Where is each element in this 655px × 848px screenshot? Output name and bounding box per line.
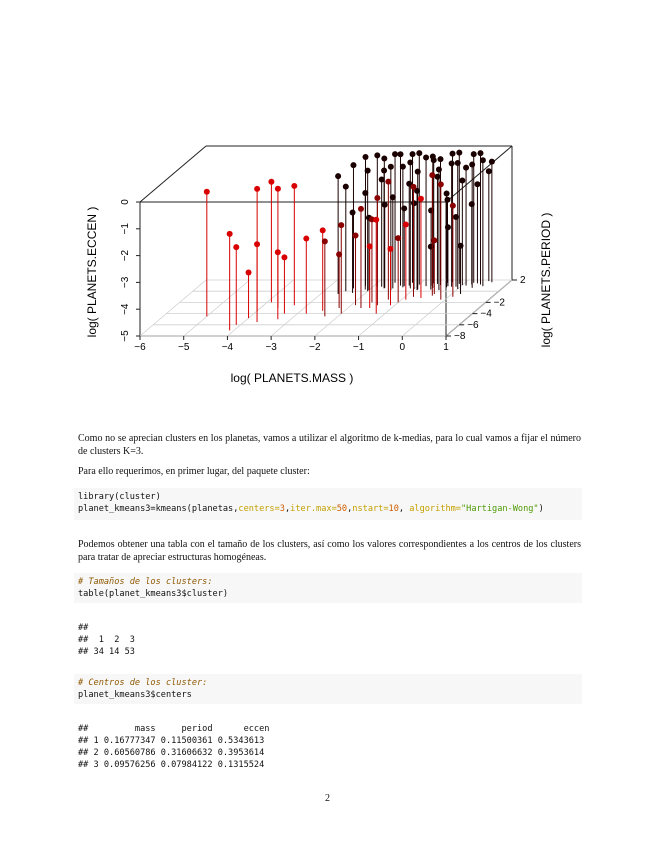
code-block-kmeans [74,488,582,520]
z-tick-label: 2 [520,275,526,286]
data-point [275,186,281,192]
code-comment: # Tamaños de los clusters: [78,577,213,587]
grid-line [402,280,468,336]
code-line: table(planet_kmeans3$cluster) [78,589,229,599]
x-tick-label: −1 [352,342,365,353]
plot-canvas [70,130,590,400]
code-sep: ) [538,504,544,514]
code-line: planet_kmeans3$centers [78,690,192,700]
code-sep: , [347,504,353,514]
y-tick-label: −4 [120,303,131,315]
data-point [373,217,379,223]
code-arg: nstart= [352,504,389,514]
data-point [400,164,406,170]
data-point [480,157,486,163]
grid-line [140,280,206,336]
data-point [381,156,387,162]
data-point [416,150,422,156]
code-num: 10 [388,504,399,514]
data-point [374,152,380,158]
data-point [411,184,417,190]
grid-line [271,280,337,336]
output-line: ## 2 0.60560786 0.31606632 0.3953614 [78,748,265,758]
data-point [291,183,297,189]
data-point [458,243,464,249]
y-tick-label: −1 [120,223,131,235]
paragraph-package: Para ello requerimos, en primer lugar, del paquete cluster: [78,466,310,477]
data-point [459,178,465,184]
y-tick-label: 0 [120,199,131,205]
output-line: ## 3 0.09576256 0.07984122 0.1315524 [78,760,265,770]
code-block-table [74,573,582,603]
code-num: 3 [279,504,285,514]
code-sep: , [284,504,291,514]
data-point [430,154,436,160]
output-line: ## mass period eccen [78,724,270,734]
data-point [382,202,388,208]
data-point [353,233,359,239]
data-point [445,224,451,230]
data-point [254,186,260,192]
data-point [401,205,407,211]
data-point [388,164,394,170]
data-point [350,209,356,215]
data-point [450,151,456,157]
code-fn: planet_kmeans3=kmeans(planetas, [78,504,239,514]
data-point [392,151,398,157]
x-tick-label: −4 [221,342,234,353]
code-arg: centers= [238,504,280,514]
data-point [381,167,387,173]
data-point [385,179,391,185]
grid-line [359,280,425,336]
z-tick-label: −4 [480,308,492,320]
data-point [471,151,477,157]
data-point [395,235,401,241]
paragraph-table: Podemos obtener una tabla con el tamaño de los clusters, así como los valores correspondientes a los centros de los clusters para tratar de apreciar estructuras homogéneas. [78,539,581,563]
x-tick-label: −5 [178,342,190,353]
code-comment: # Centros de los cluster: [78,678,208,688]
code-line: library(cluster) [78,492,161,502]
page-number: 2 [325,793,330,804]
code-num: 50 [336,504,348,514]
code-sep: , [398,504,410,514]
box-edge [140,146,206,202]
output-line: ## 34 14 53 [78,647,135,657]
data-point [374,195,380,201]
y-axis-label: log( PLANETS.ECCEN ) [85,206,99,338]
data-point [463,165,469,171]
data-point [397,151,403,157]
data-point [363,154,369,160]
y-tick-label: −5 [120,330,131,342]
output-table [78,622,578,658]
data-point [320,227,326,233]
data-point [428,244,434,250]
data-point [275,249,281,255]
grid-line [227,280,293,336]
data-point [436,166,442,172]
data-point [444,190,450,196]
data-point [204,189,210,195]
data-point [489,159,495,165]
data-point [227,231,233,237]
x-tick-label: 0 [399,342,406,353]
y-tick-label: −3 [120,276,131,289]
z-tick-label: −6 [467,319,479,331]
z-tick-label: −8 [454,331,466,342]
data-point [246,270,252,276]
output-line: ## 1 0.16777347 0.11500361 0.5343613 [78,736,265,746]
data-points [204,150,495,331]
z-tick-label: −2 [493,297,506,309]
data-point [415,169,421,175]
code-string: "Hartigan-Wong" [460,504,539,514]
grid-line [184,280,250,336]
data-point [350,162,356,168]
data-point [445,197,451,203]
data-point [254,241,260,247]
data-point [429,172,435,178]
x-tick-label: −6 [134,342,146,353]
data-point [450,203,456,209]
data-point [343,184,349,190]
code-arg: iter.max= [290,504,337,514]
data-point [410,151,416,157]
scatterplot-3d [70,130,590,400]
x-tick-label: −2 [309,342,321,353]
data-point [281,254,287,260]
x-tick-label: 1 [443,342,449,353]
floor-grid [140,280,512,336]
data-point [418,196,424,202]
data-point [407,159,413,165]
data-point [455,160,461,166]
code-block-centers [74,674,582,704]
y-tick-label: −2 [120,249,131,262]
data-point [438,181,444,187]
data-point [358,206,364,212]
z-axis-label: log( PLANETS.PERIOD ) [539,212,553,348]
code-arg: algorithm= [409,504,461,514]
data-point [367,243,373,249]
data-point [437,156,443,162]
data-point [469,162,475,168]
data-point [403,222,409,228]
data-point [233,244,239,250]
data-point [388,246,394,252]
data-point [268,179,274,185]
x-tick-label: −3 [265,342,277,353]
data-point [477,150,483,156]
data-point [338,222,344,228]
data-point [456,150,462,156]
data-point [303,236,309,242]
data-point [423,155,429,161]
output-line: ## 1 2 3 [78,635,135,645]
x-axis-label: log( PLANETS.MASS ) [230,371,354,385]
data-point [449,160,455,166]
data-point [434,174,440,180]
output-line: ## [78,623,89,633]
data-point [486,168,492,174]
data-point [322,238,328,244]
data-point [474,181,480,187]
output-centers [78,723,578,771]
data-point [335,173,341,179]
data-point [365,168,371,174]
paragraph-intro: Como no se aprecian clusters en los planetas, vamos a utilizar el algoritmo de k-medias, para lo cual vamos a fijar el número de clusters K=3. [78,433,581,457]
